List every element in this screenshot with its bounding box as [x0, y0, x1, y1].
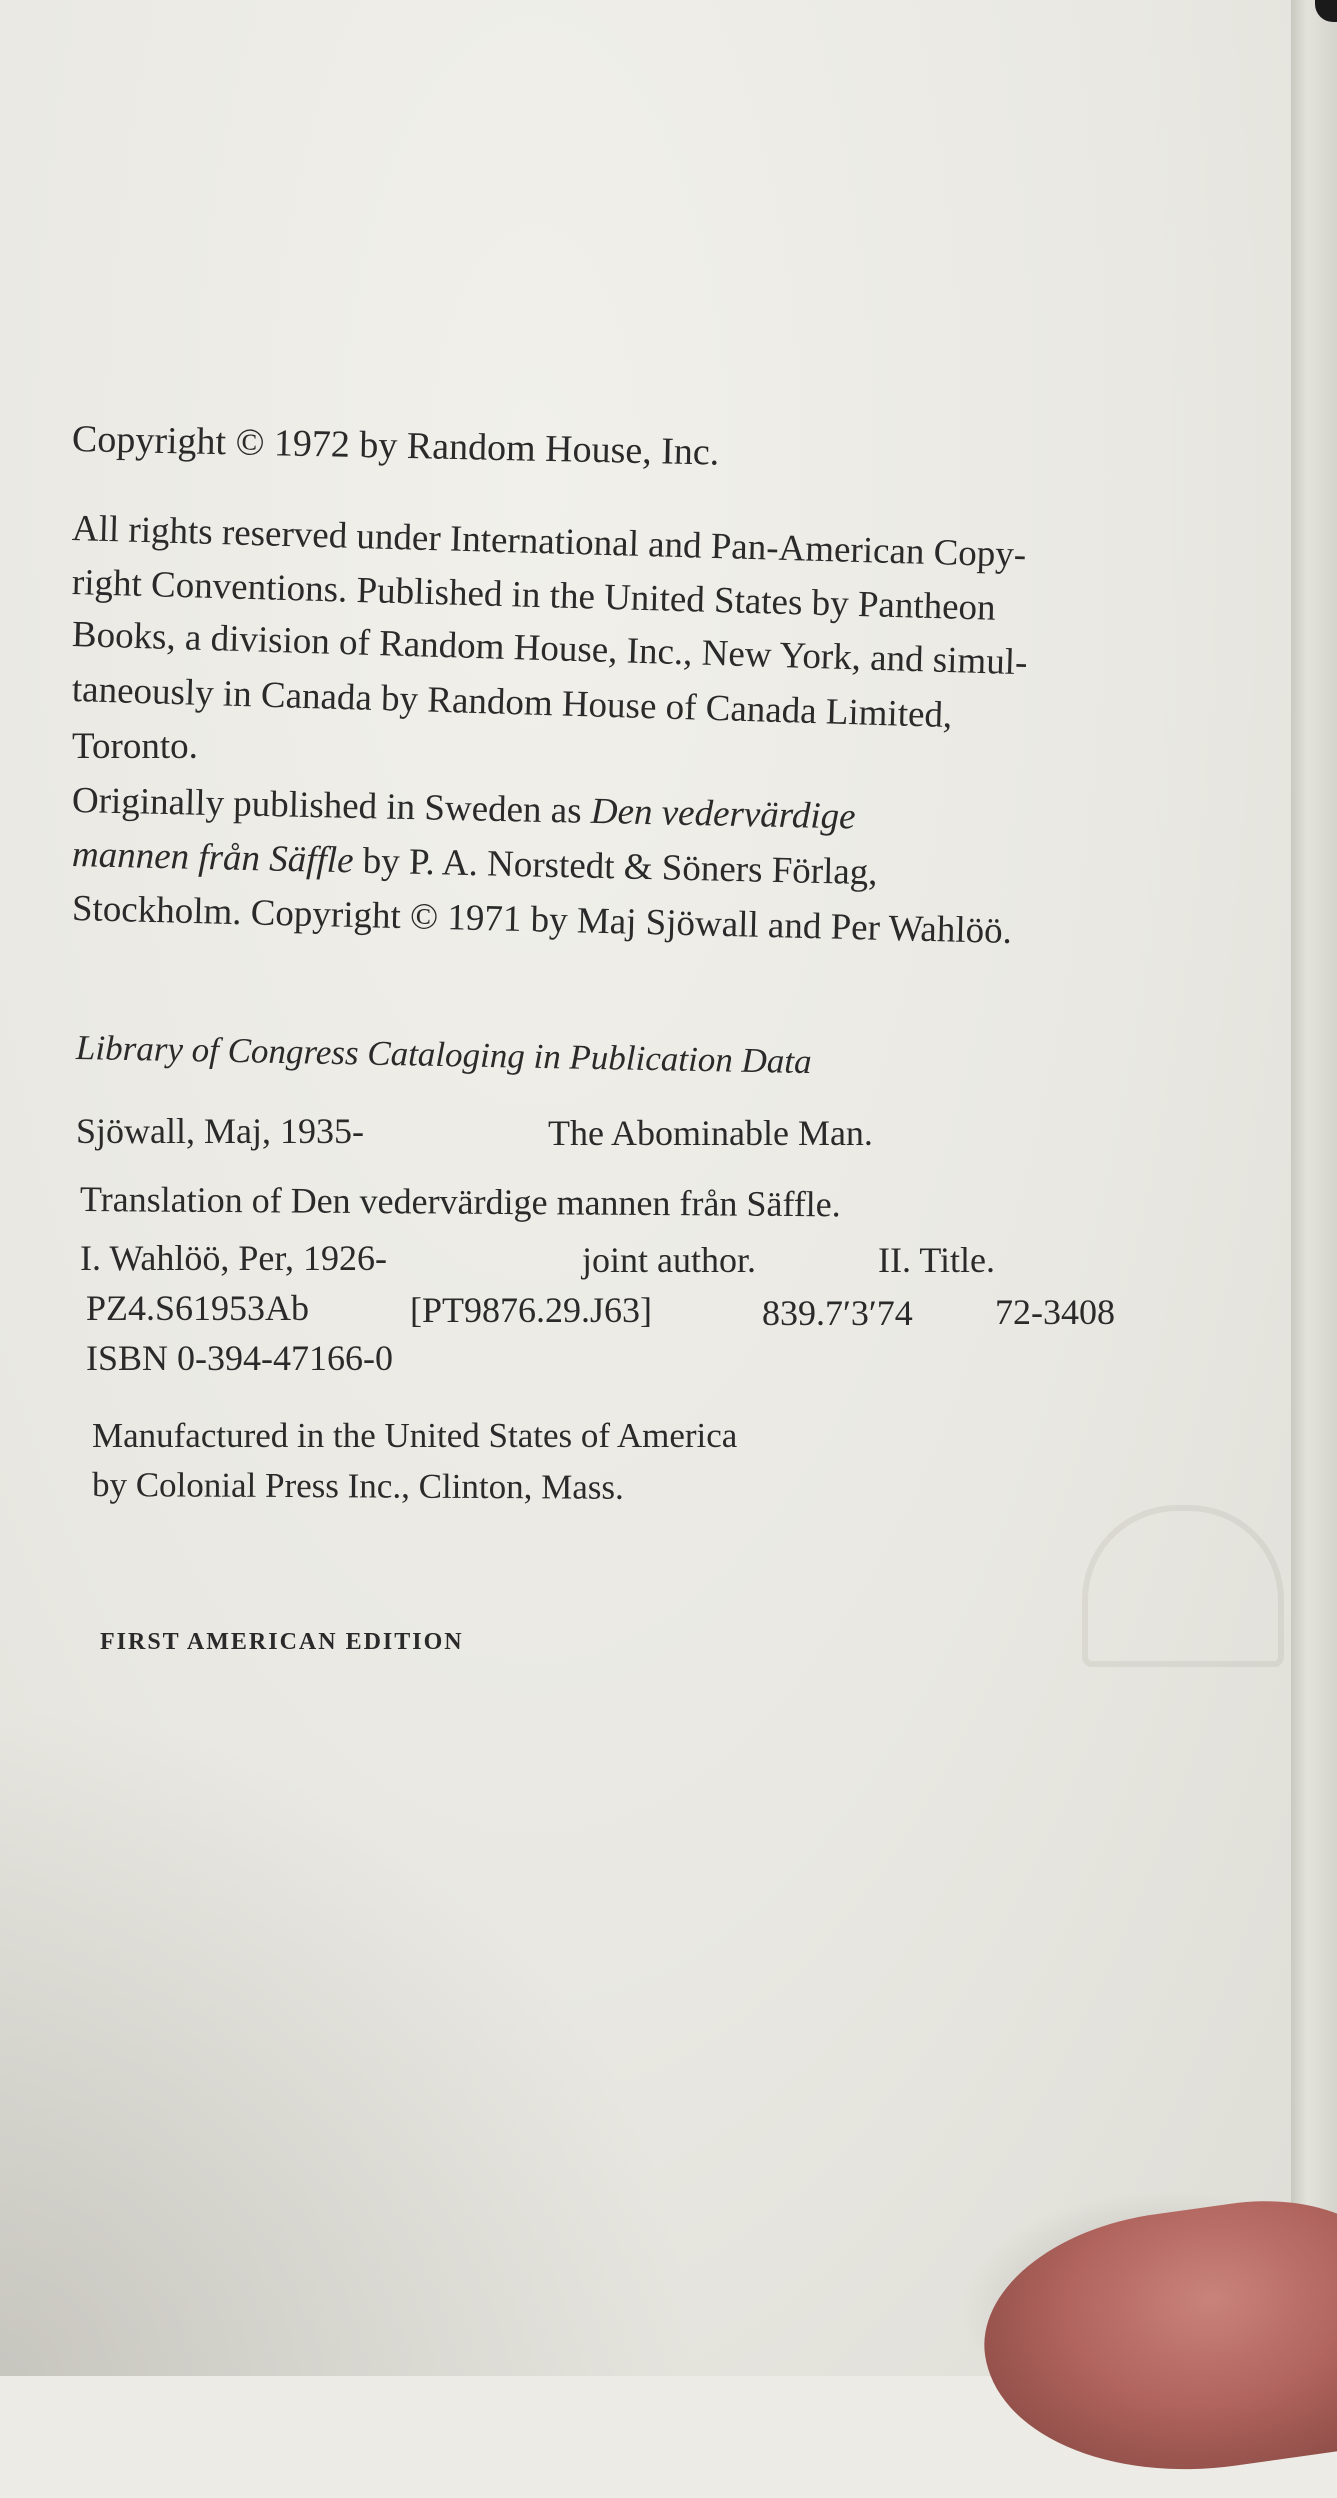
cip-dewey-number: 839.7′3′74: [762, 1293, 913, 1333]
original-title-part2: mannen från Säffle: [71, 834, 354, 882]
original-title-part1: Den vedervärdige: [590, 790, 856, 838]
rights-line-3: Books, a division of Random House, Inc., New York, and simul-: [71, 614, 1028, 684]
cip-class-number: PZ4.S61953Ab: [86, 1288, 310, 1328]
cip-pt-number: [PT9876.29.J63]: [410, 1290, 652, 1330]
book-spine-edge: [1291, 0, 1337, 2376]
rights-line-1: All rights reserved under International and Pan-American Copy-: [71, 508, 1027, 576]
cip-title: The Abominable Man.: [548, 1113, 873, 1153]
page-shadow: [0, 1700, 700, 2376]
cip-isbn: ISBN 0-394-47166-0: [86, 1338, 393, 1378]
cip-author: Sjöwall, Maj, 1935-: [76, 1111, 364, 1151]
copyright-line: Copyright © 1972 by Random House, Inc.: [71, 418, 720, 474]
edition-label: FIRST AMERICAN EDITION: [100, 1629, 464, 1655]
cip-title-entry: II. Title.: [878, 1240, 996, 1280]
rights-line-4: taneously in Canada by Random House of Canada Limited,: [71, 669, 953, 737]
original-line-3: Stockholm. Copyright © 1971 by Maj Sjöwall and Per Wahlöö.: [71, 888, 1013, 952]
cip-lccn: 72-3408: [995, 1292, 1115, 1332]
original-publisher: by P. A. Norstedt & Söners Förlag,: [353, 840, 879, 894]
cip-translation: Translation of Den vedervärdige mannen från Säffle.: [79, 1179, 841, 1225]
cip-joint-role: joint author.: [582, 1240, 756, 1280]
original-prefix: Originally published in Sweden as: [71, 780, 592, 832]
rights-line-5: Toronto.: [72, 726, 198, 767]
cip-heading: Library of Congress Cataloging in Publication Data: [75, 1028, 812, 1082]
rights-line-2: right Conventions. Published in the United States by Pantheon: [71, 562, 997, 629]
manufactured-line-2: by Colonial Press Inc., Clinton, Mass.: [91, 1465, 624, 1507]
cip-joint-author: I. Wahlöö, Per, 1926-: [80, 1238, 387, 1278]
manufactured-line-1: Manufactured in the United States of America: [92, 1416, 738, 1455]
